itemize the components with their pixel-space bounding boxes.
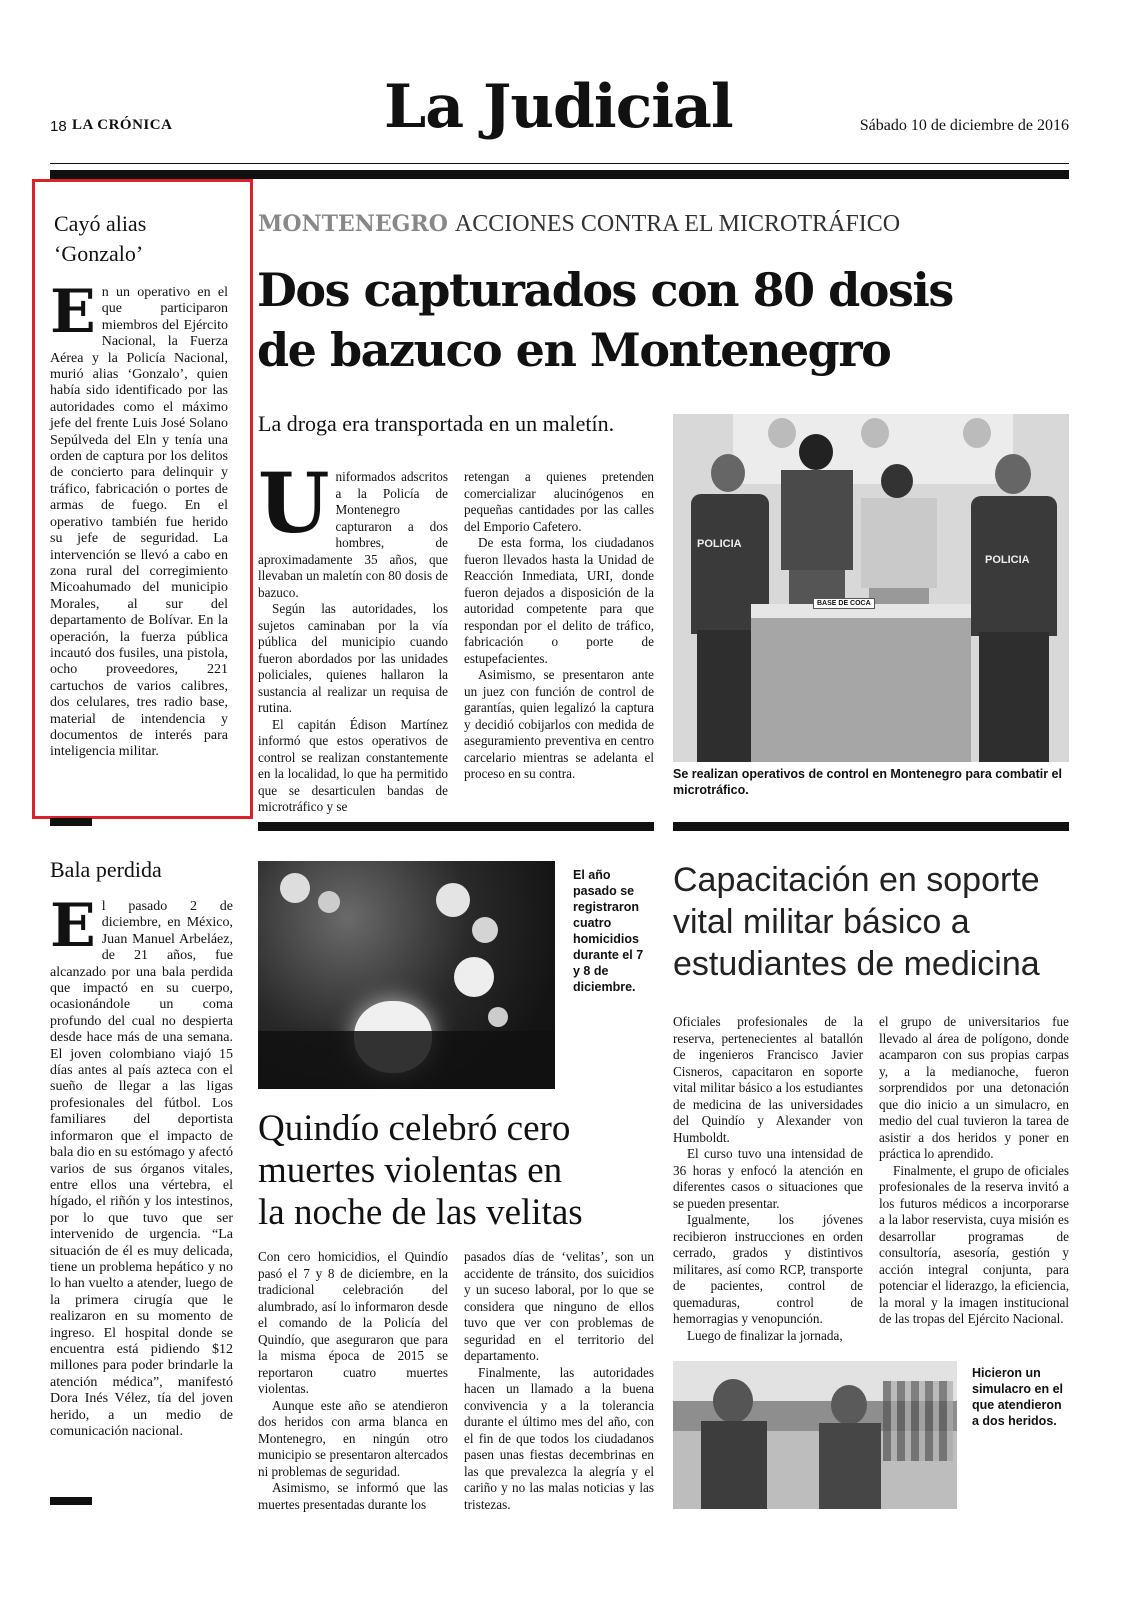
photo-crest-right bbox=[963, 418, 991, 448]
main-kicker bbox=[258, 211, 900, 238]
main-photo-caption: Se realizan operativos de control en Montenegro para combatir el microtráfico. bbox=[673, 767, 1062, 797]
sidebar-divider-2 bbox=[50, 1497, 92, 1505]
capacitacion-col2-p2: Finalmente, el grupo de oficiales profesionales de la reserva invitó a los futuros médicos a incorporarse a la labor reservista, cuya misión es desarrollar programas de consultoría, asesoría, gestión y acción integral conjunta, para potenciar el liderazgo, la eficiencia, la moral y la imagen institucional de las tropas del Ejército Nacional. bbox=[879, 1162, 1069, 1326]
velitas-photo-caption: El año pasado se registraron cuatro homicidios durante el 7 y 8 de diciembre. bbox=[573, 868, 644, 994]
capacitacion-col1-p3: Igualmente, los jóvenes recibieron instrucciones en orden cerrado, grados y distintivos militares, así como RCP, transporte de pacientes, control de quemaduras, control de hemorragias y venopunción. bbox=[673, 1212, 863, 1326]
lantern-4 bbox=[472, 917, 498, 943]
photo-student-left bbox=[713, 1379, 753, 1423]
capacitacion-body-col1 bbox=[673, 1014, 863, 1344]
velitas-photo-lanterns bbox=[258, 861, 555, 1089]
velitas-col1-p1: Con cero homicidios, el Quindío pasó el 7 y 8 de diciembre, en la tradicional celebración del alumbrado, así lo informaron desde el comando de la Policía del Quindío, que aseguraron que para la misma época de 2015 se reportaron cuatro muertes violentas. bbox=[258, 1249, 448, 1396]
capacitacion-body-col2 bbox=[879, 1014, 1069, 1328]
sidebar-story-1-title bbox=[54, 209, 146, 269]
main-kicker-topic: ACCIONES CONTRA EL MICROTRÁFICO bbox=[454, 211, 901, 237]
main-dropcap: U bbox=[258, 456, 330, 552]
sidebar-divider-1 bbox=[50, 818, 92, 826]
capacitacion-col1-p1: Oficiales profesionales de la reserva, pertenecientes al batallón de ingenieros Francisco Javier Cisneros, capacitaron en soporte vital militar básico a los estudiantes de medicina de las universidades del Quindío y Alexander von Humboldt. bbox=[673, 1014, 863, 1145]
header-thick-rule bbox=[50, 170, 1069, 179]
photo-evidence-table bbox=[751, 604, 971, 762]
main-col2-p3: Asimismo, se presentaron ante un juez con función de control de garantías, quien legalizó la captura y decidió cobijarlos con medida de aseguramiento preventiva en centro carcelario mientras se adelanta el proceso en su contra. bbox=[464, 667, 654, 781]
page-number: 18 bbox=[50, 118, 67, 135]
main-photo-police-arrest bbox=[673, 414, 1069, 762]
velitas-col1-p3: Asimismo, se informó que las muertes presentadas durante los bbox=[258, 1480, 448, 1512]
velitas-col2-p2: Finalmente, las autoridades hacen un llamado a la buena convivencia y a la tolerancia durante el último mes del año, con el fin de que todos los ciudadanos pasen unas fiestas decembrinas en las que prevalezca la alegría y el cariño y no las malas noticias y las tristezas. bbox=[464, 1364, 654, 1512]
photo-student-right bbox=[831, 1385, 867, 1425]
sidebar-story-1-title-line2: ‘Gonzalo’ bbox=[54, 241, 144, 266]
lantern-3 bbox=[436, 883, 470, 917]
lantern-1 bbox=[280, 873, 310, 903]
sidebar-story-1-title-line1: Cayó alias bbox=[54, 211, 147, 236]
header-thin-rule bbox=[50, 163, 1069, 164]
velitas-body-col2 bbox=[464, 1249, 654, 1513]
sidebar-story-2-paragraph: l pasado 2 de diciembre, en México, Juan Manuel Arbeláez, de 21 años, fue alcanzado por una bala perdida que impactó en su cuerpo, ocasionándole un coma profundo del cual no despierta desde hace más de una semana. El joven colombiano viajó 15 días antes al país azteca con el sueño de llegar a las ligas profesionales del fútbol. Los familiares del deportista informaron que el impacto de bala dio en su estómago y afectó varios de sus órganos vitales, entre ellos una vértebra, el hígado, el riñón y los intestinos, por lo que tuvo que ser intervenido de urgencia. “La situación de él es muy delicada, tiene un problema hepático y no lo han vuelto a atender, luego de la primera cirugía que le realizaron en su momento de ingreso. El hospital donde se encuentra está pidiendo $12 millones para poder brindarle la atención médica”, manifestó Dora Inés Vélez, tía del joven herido, a un medio de comunicación nacional. bbox=[50, 899, 233, 1439]
capacitacion-col2-p1: el grupo de universitarios fue llevado al área de polígono, donde acamparon con sus propias carpas y, a la medianoche, fueron sorprendidos por una detonación que dio inicio a un simulacro, en medio del cual tuvieron la tarea de asistir a dos heridos y poner en práctica lo aprendido. bbox=[879, 1014, 1069, 1161]
sidebar-story-1-dropcap: E bbox=[50, 277, 96, 347]
velitas-headline bbox=[258, 1108, 583, 1234]
page-date: Sábado 10 de diciembre de 2016 bbox=[859, 117, 1069, 134]
photo-officer-right bbox=[963, 454, 1063, 762]
main-bottom-rule-right bbox=[673, 822, 1069, 831]
capacitacion-col1-p4: Luego de finalizar la jornada, bbox=[687, 1327, 843, 1343]
main-bottom-rule-left bbox=[258, 822, 654, 831]
velitas-body-col1 bbox=[258, 1249, 448, 1513]
main-col1-p2: Según las autoridades, los sujetos caminaban por la vía pública del municipio cuando fueron abordados por las unidades policiales, quienes hallaron la sustancia al realizar un requisa de rutina. bbox=[258, 601, 448, 715]
vest-label-right: POLICIA bbox=[985, 554, 1030, 566]
capacitacion-headline-line3: estudiantes de medicina bbox=[673, 945, 1040, 983]
photo-suspect-1 bbox=[777, 434, 857, 624]
capacitacion-col1-p2: El curso tuvo una intensidad de 36 horas y enfocó la atención en diferentes casos o situaciones que se pueden presentar. bbox=[673, 1146, 863, 1211]
section-title: La Judicial bbox=[384, 72, 733, 142]
photo-table-sign: BASE DE COCA bbox=[813, 598, 875, 609]
sidebar-story-1-body bbox=[50, 277, 228, 761]
paper-name: LA CRÓNICA bbox=[72, 117, 173, 133]
sidebar-story-1-paragraph: n un operativo en el que participaron miembros del Ejército Nacional, la Fuerza Aérea y la Policía Nacional, murió alias ‘Gonzalo’, quien había sido identificado por las autoridades como el máximo jefe del frente Luis José Solano Sepúlveda del Eln y tenía una orden de captura por los delitos de concierto para delinquir y tráfico, fabricación o portes de armas de fuego. En el operativo también fue herido su jefe de seguridad. La intervención se llevó a cabo en zona rural del corregimiento Micoahumado del municipio Morales, al sur del departamento de Bolívar. En la operación, la fuerza pública incautó dos fusiles, una pistola, ocho proveedores, 221 cartuchos de varios calibres, dos celulares, tres radio base, material de intendencia y documentos de interés para inteligencia militar. bbox=[50, 285, 228, 760]
lantern-7 bbox=[488, 1007, 508, 1027]
main-kicker-place: MONTENEGRO bbox=[258, 211, 448, 237]
velitas-headline-line1: Quindío celebró cero bbox=[258, 1108, 571, 1149]
main-headline-line2: de bazuco en Montenegro bbox=[257, 323, 891, 377]
velitas-col1-p2: Aunque este año se atendieron dos heridos con arma blanca en Montenegro, en ningún otro municipio se presentaron altercados ni problemas de seguridad. bbox=[258, 1397, 448, 1479]
main-col1-p1: niformados adscritos a la Policía de Montenegro capturaron a dos hombres, de aproximadamente 35 años, que llevaban un maletín con 80 dosis de bazuco. bbox=[258, 469, 448, 600]
velitas-headline-line3: la noche de las velitas bbox=[258, 1192, 583, 1233]
main-headline bbox=[257, 260, 953, 380]
main-subhead: La droga era transportada en un maletín. bbox=[258, 411, 615, 436]
sidebar-story-2-dropcap: E bbox=[50, 891, 96, 961]
main-body-col2 bbox=[464, 469, 654, 783]
capacitacion-photo-caption: Hicieron un simulacro en el que atendieron a dos heridos. bbox=[972, 1366, 1064, 1428]
sidebar-story-2-body bbox=[50, 891, 233, 1440]
main-body-col1 bbox=[258, 456, 448, 816]
sidebar-story-2-title: Bala perdida bbox=[50, 857, 162, 882]
vest-label-left: POLICIA bbox=[697, 538, 742, 550]
photo-crest-mid bbox=[861, 418, 889, 448]
velitas-col2-p1: pasados días de ‘velitas’, son un accidente de tránsito, dos suicidios y un suceso laboral, por lo que se considera que ninguno de ellos tuvo que ver con problemas de seguridad en el territorio del departamento. bbox=[464, 1249, 654, 1363]
main-col2-p2: De esta forma, los ciudadanos fueron llevados hasta la Unidad de Reacción Inmediata, URI, donde fueron dejados a disposición de la autoridad competente para que respondan por el delito de tráfico, fabricación o porte de estupefacientes. bbox=[464, 535, 654, 666]
lantern-5 bbox=[454, 957, 494, 997]
main-col1-p3: El capitán Édison Martínez informó que estos operativos de control se realizan constantemente en la localidad, lo que ha permitido que se desarticulen bandas de microtráfico y se bbox=[258, 716, 448, 814]
lantern-2 bbox=[318, 891, 340, 913]
crowd-silhouette bbox=[258, 1031, 555, 1089]
capacitacion-headline bbox=[673, 859, 1040, 985]
main-headline-line1: Dos capturados con 80 dosis bbox=[257, 263, 953, 317]
main-col2-p1: retengan a quienes pretenden comercializar alucinógenos en pequeñas cantidades por las calles del Emporio Cafetero. bbox=[464, 469, 654, 534]
capacitacion-headline-line1: Capacitación en soporte bbox=[673, 861, 1040, 899]
velitas-headline-line2: muertes violentas en bbox=[258, 1150, 563, 1191]
photo-bystanders bbox=[883, 1381, 953, 1461]
capacitacion-photo-students bbox=[673, 1361, 957, 1509]
capacitacion-headline-line2: vital militar básico a bbox=[673, 903, 970, 941]
